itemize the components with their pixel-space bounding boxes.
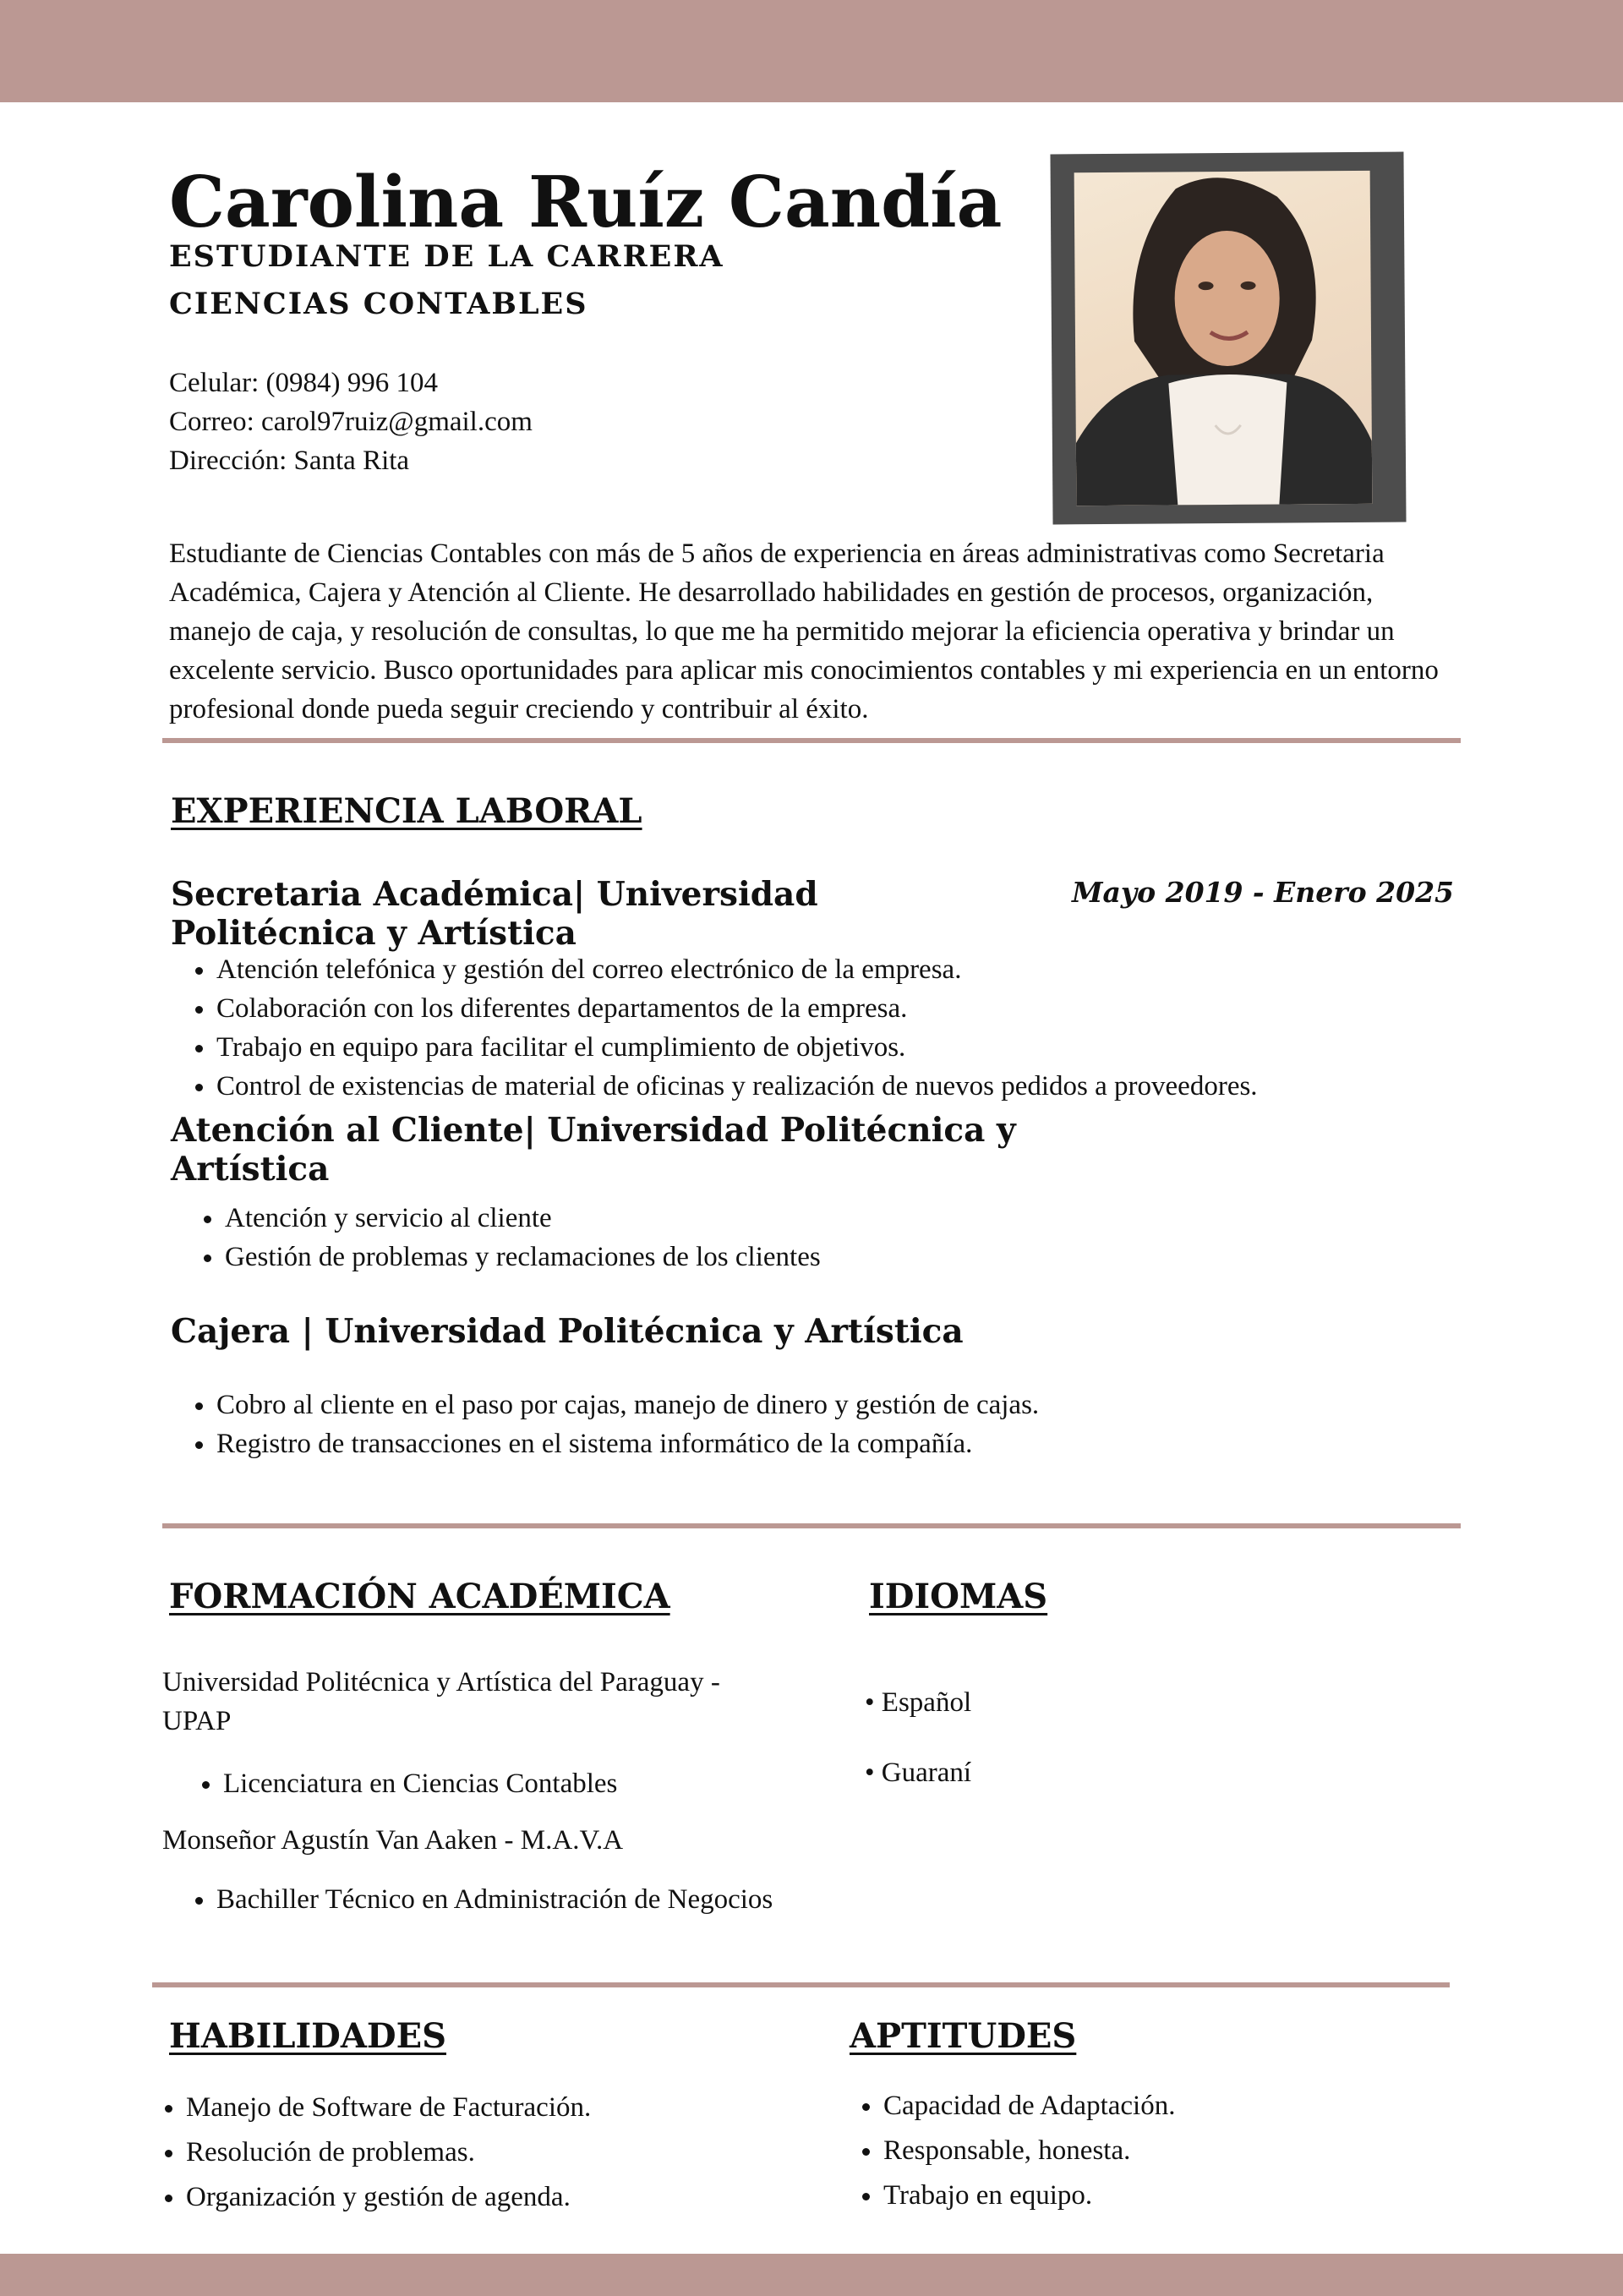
skills-section-title: HABILIDADES (169, 2016, 446, 2056)
aptitudes-section-title: APTITUDES (850, 2016, 1077, 2056)
job-2-bullets (178, 1199, 821, 1276)
top-color-band (0, 0, 1623, 102)
education-degree-1-list (176, 1764, 781, 1803)
list-item: • Trabajo en equipo. (883, 2176, 1175, 2215)
experience-section-title: EXPERIENCIA LABORAL (171, 791, 642, 831)
education-school-1: Universidad Politécnica y Artística del Paraguay - UPAP (162, 1667, 720, 1736)
list-item: • Cobro al cliente en el paso por cajas, manejo de dinero y gestión de cajas. (216, 1386, 1039, 1424)
divider-education (152, 1982, 1450, 1987)
profile-photo-frame (1050, 152, 1406, 525)
job-date-1: Mayo 2019 - Enero 2025 (1072, 876, 1454, 909)
list-item: • Trabajo en equipo para facilitar el cumplimiento de objetivos. (216, 1028, 1258, 1067)
list-item: • Bachiller Técnico en Administración de Negocios (216, 1880, 774, 1919)
job-title-3: Cajera | Universidad Politécnica y Artística (171, 1312, 964, 1351)
skills-list (139, 2088, 591, 2217)
divider-experience (162, 1523, 1461, 1528)
contact-email: Correo: carol97ruiz@gmail.com (169, 407, 533, 437)
contact-phone: Celular: (0984) 996 104 (169, 368, 439, 398)
list-item: • Licenciatura en Ciencias Contables (223, 1764, 781, 1803)
list-item: • Control de existencias de material de oficinas y realización de nuevos pedidos a proveedores. (216, 1067, 1258, 1106)
list-item: • Organización y gestión de agenda. (186, 2178, 591, 2217)
list-item: • Colaboración con los diferentes departamentos de la empresa. (216, 989, 1258, 1028)
job-1-bullets (169, 950, 1258, 1106)
education-degree-2-list (169, 1880, 774, 1919)
list-item: • Registro de transacciones en el sistema informático de la compañía. (216, 1424, 1039, 1463)
list-item: • Resolución de problemas. (186, 2133, 591, 2172)
list-item: • Atención telefónica y gestión del correo electrónico de la empresa. (216, 950, 1258, 989)
education-section-title: FORMACIÓN ACADÉMICA (169, 1577, 670, 1616)
job-title-1: Secretaria Académica| Universidad Politécnica y Artística (171, 875, 818, 953)
bottom-color-band (0, 2254, 1623, 2296)
language-item: • Guaraní (865, 1758, 972, 1788)
list-item: • Manejo de Software de Facturación. (186, 2088, 591, 2127)
aptitudes-list (836, 2086, 1175, 2215)
list-item: • Responsable, honesta. (883, 2131, 1175, 2170)
job-3-bullets (169, 1386, 1039, 1463)
list-item: • Gestión de problemas y reclamaciones de los clientes (225, 1238, 821, 1276)
language-item: • Español (865, 1687, 972, 1718)
profile-summary: Estudiante de Ciencias Contables con más de 5 años de experiencia en áreas administrativas como Secretaria Académica, Cajera y Atención al Cliente. He desarrollado habilidades en gestión de procesos, organización, manejo de caja, y resolución de consultas, lo que me ha permitido mejorar la eficiencia operativa y brindar un excelente servicio. Busco oportunidades para aplicar mis conocimientos contables y mi experiencia en un entorno profesional donde pueda seguir creciendo y contribuir al éxito. (169, 538, 1439, 724)
profile-photo (1074, 171, 1373, 506)
education-school-2: Monseñor Agustín Van Aaken - M.A.V.A (162, 1825, 624, 1856)
list-item: • Capacidad de Adaptación. (883, 2086, 1175, 2125)
candidate-name: Carolina Ruíz Candía (169, 161, 1003, 243)
languages-section-title: IDIOMAS (869, 1577, 1048, 1616)
subtitle-line-2: CIENCIAS CONTABLES (169, 287, 588, 321)
divider-summary (162, 738, 1461, 743)
list-item: • Atención y servicio al cliente (225, 1199, 821, 1238)
contact-address: Dirección: Santa Rita (169, 446, 410, 476)
subtitle-line-1: ESTUDIANTE DE LA CARRERA (169, 239, 724, 274)
job-title-2: Atención al Cliente| Universidad Politécnica y Artística (171, 1111, 1016, 1189)
profile-photo-illustration (1074, 171, 1373, 506)
